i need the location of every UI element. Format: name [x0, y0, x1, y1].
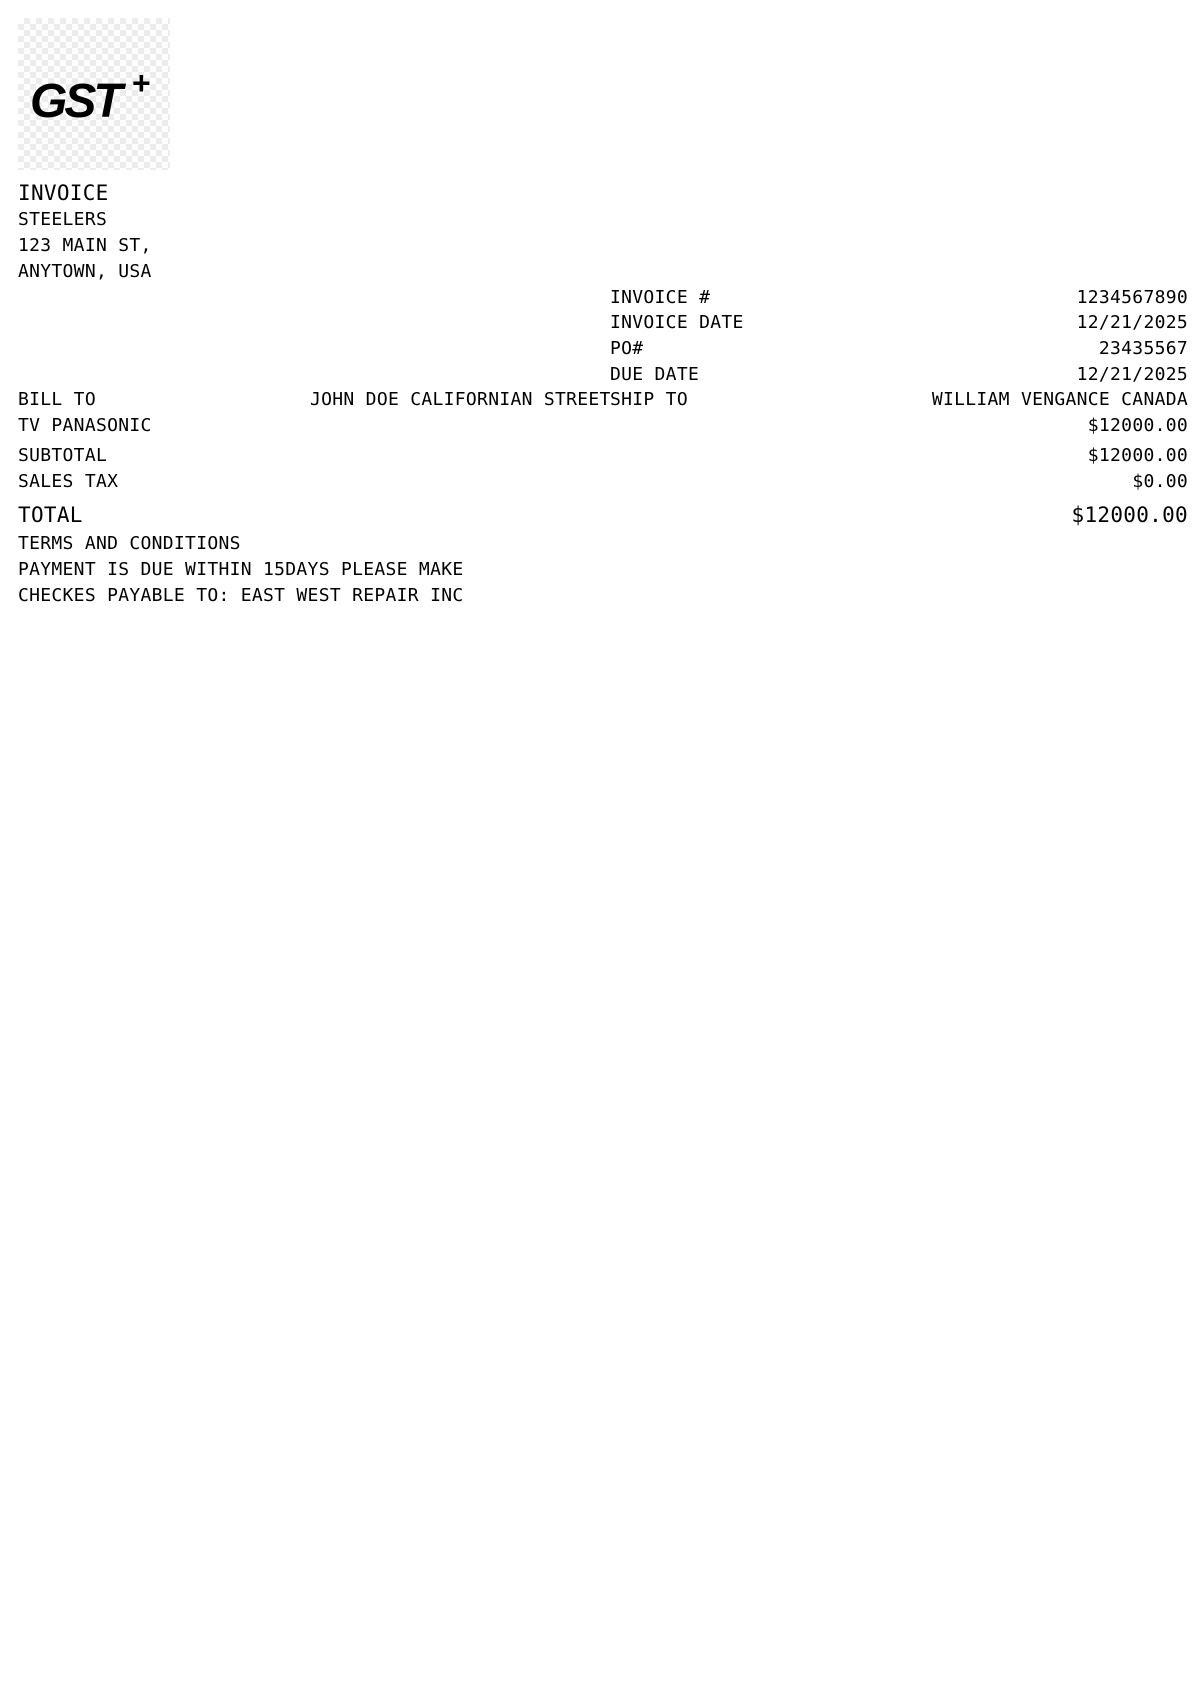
seller-address-line1: 123 MAIN ST,: [18, 235, 152, 256]
company-logo: [18, 18, 170, 170]
invoice-number-value: 1234567890: [1076, 287, 1188, 308]
gst-plus-logo-icon: [18, 18, 170, 170]
seller-name: STEELERS: [18, 209, 108, 230]
logo-plus-mark: +: [132, 65, 151, 101]
terms-line1: PAYMENT IS DUE WITHIN 15DAYS PLEASE MAKE: [18, 559, 464, 580]
line-item-amount: $12000.00: [1087, 415, 1188, 436]
subtotal-value: $12000.00: [1087, 445, 1188, 466]
document-title: INVOICE: [18, 181, 109, 205]
po-number-value: 23435567: [1098, 338, 1188, 359]
invoice-number-label: INVOICE #: [610, 287, 711, 308]
logo-wordmark: GST: [30, 75, 120, 128]
sales-tax-value: $0.00: [1132, 471, 1188, 492]
terms-line2: CHECKES PAYABLE TO: EAST WEST REPAIR INC: [18, 585, 464, 606]
ship-to-label: SHIP TO: [610, 389, 688, 410]
ship-to-value: WILLIAM VENGANCE CANADA: [931, 389, 1188, 410]
terms-heading: TERMS AND CONDITIONS: [18, 533, 241, 554]
due-date-value: 12/21/2025: [1076, 364, 1188, 385]
subtotal-label: SUBTOTAL: [18, 445, 108, 466]
bill-to-value: JOHN DOE CALIFORNIAN STREET: [310, 389, 611, 410]
seller-address-line2: ANYTOWN, USA: [18, 261, 152, 282]
bill-to-label: BILL TO: [18, 389, 96, 410]
total-label: TOTAL: [18, 503, 83, 527]
invoice-date-value: 12/21/2025: [1076, 312, 1188, 333]
po-label: PO#: [610, 338, 644, 359]
due-date-label: DUE DATE: [610, 364, 700, 385]
total-value: $12000.00: [1071, 503, 1188, 527]
sales-tax-label: SALES TAX: [18, 471, 119, 492]
line-item-description: TV PANASONIC: [18, 415, 152, 436]
invoice-date-label: INVOICE DATE: [610, 312, 744, 333]
